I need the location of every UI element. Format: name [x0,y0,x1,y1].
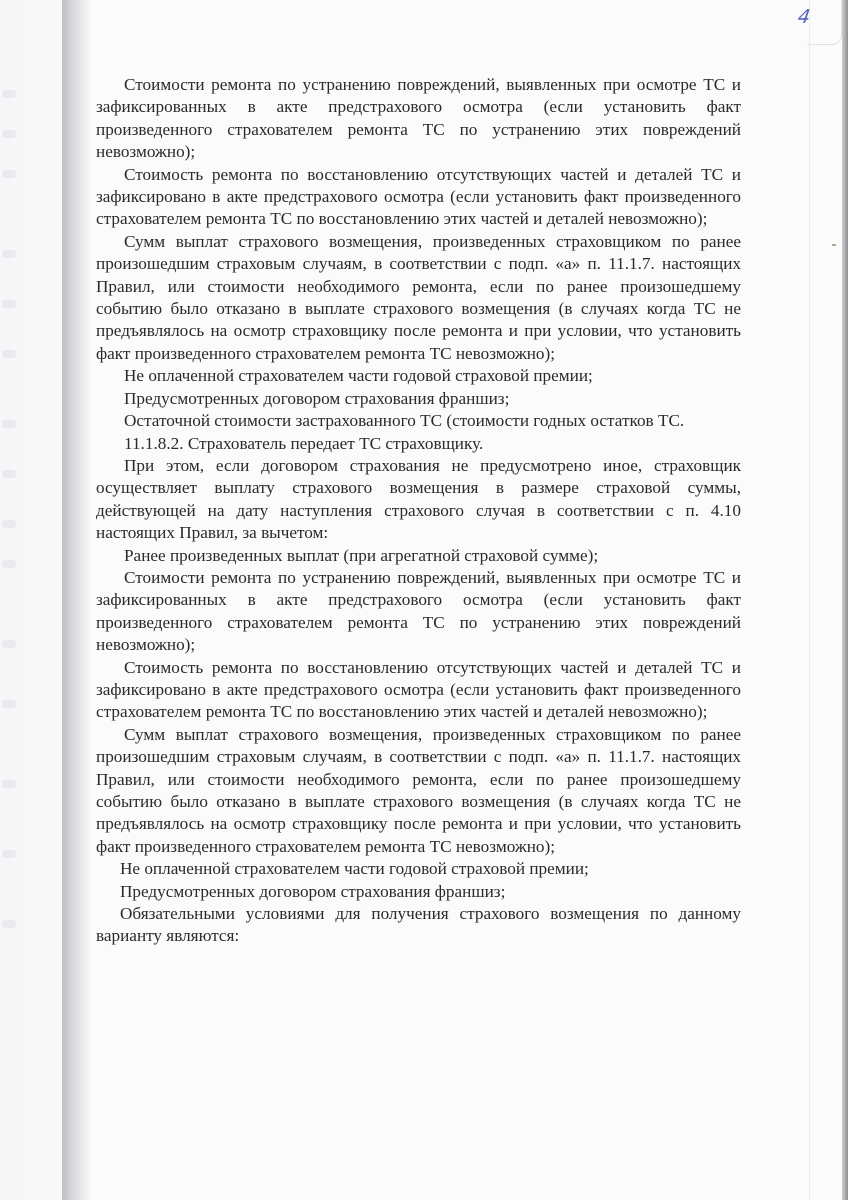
paragraph-deductibles: Предусмотренных договором страхования франшиз; [124,388,510,408]
scanner-edge-shadow [842,0,848,1200]
paragraph-previous-payments: Ранее произведенных выплат (при агрегатной страховой сумме); [124,545,599,565]
paragraph-unpaid-premium: Не оплаченной страхователем части годовой страховой премии; [124,366,593,386]
paragraph-prior-payments: Сумм выплат страхового возмещения, произведенных страховщиком по ранее произошедшим страховым случаям, в соответствии с подп. «а» п. 11.1.7. настоящих Правил, или стоимости необходимого ремонта, если по ранее произошедшему событию было отказано в выплате страхового возмещения (в случаях когда ТС не предъявлялось на осмотр страховщику после ремонта и при условии, что установить факт произведенного страхователем ремонта ТС невозможно); [96,231,741,363]
document-body [96,74,741,948]
paragraph-missing-parts-cost-2: Стоимость ремонта по восстановлению отсутствующих частей и деталей ТС и зафиксировано в акте предстрахового осмотра (если установить факт произведенного страхователем ремонта ТС по восстановлению этих частей и деталей невозможно); [96,657,741,722]
paragraph-residual-value: Остаточной стоимости застрахованного ТС (стоимости годных остатков ТС. [124,411,685,431]
paragraph-repair-damage-cost: Стоимости ремонта по устранению повреждений, выявленных при осмотре ТС и зафиксированных в акте предстрахового осмотра (если установить факт произведенного страхователем ремонта ТС по устранению этих повреждений невозможно); [96,75,741,162]
binding-gutter-shadow [62,0,92,1200]
page-corner-fold [807,0,842,45]
paragraph-payment-terms: При этом, если договором страхования не предусмотрено иное, страховщик осуществляет выплату страхового возмещения в размере страховой суммы, действующей на дату наступления страхового случая в соответствии с п. 4.10 настоящих Правил, за вычетом: [96,455,741,543]
paragraph-mandatory-conditions: Обязательными условиями для получения страхового возмещения по данному варианту являются: [96,904,741,946]
handwritten-page-number: 4 [796,6,812,28]
paragraph-repair-damage-cost-2: Стоимости ремонта по устранению повреждений, выявленных при осмотре ТС и зафиксированных в акте предстрахового осмотра (если установить факт произведенного страхователем ремонта ТС по устранению этих повреждений невозможно); [96,567,741,655]
scan-edge-line [809,0,810,1200]
clause-11-1-8-2: 11.1.8.2. Страхователь передает ТС страховщику. [124,433,484,453]
paragraph-prior-payments-2: Сумм выплат страхового возмещения, произведенных страховщиком по ранее произошедшим страховым случаям, в соответствии с подп. «а» п. 11.1.7. настоящих Правил, или стоимости необходимого ремонта, если по ранее произошедшему событию было отказано в выплате страхового возмещения (в случаях когда ТС не предъявлялось на осмотр страховщику после ремонта и при условии, что установить факт произведенного страхователем ремонта ТС невозможно); [96,724,741,856]
bleed-through-margin [0,0,62,1200]
scan-speck [832,244,836,246]
paragraph-deductibles-2: Предусмотренных договором страхования франшиз; [120,881,506,901]
paragraph-unpaid-premium-2: Не оплаченной страхователем части годовой страховой премии; [120,859,589,879]
paragraph-missing-parts-cost: Стоимость ремонта по восстановлению отсутствующих частей и деталей ТС и зафиксировано в акте предстрахового осмотра (если установить факт произведенного страхователем ремонта ТС по восстановлению этих частей и деталей невозможно); [96,164,741,229]
